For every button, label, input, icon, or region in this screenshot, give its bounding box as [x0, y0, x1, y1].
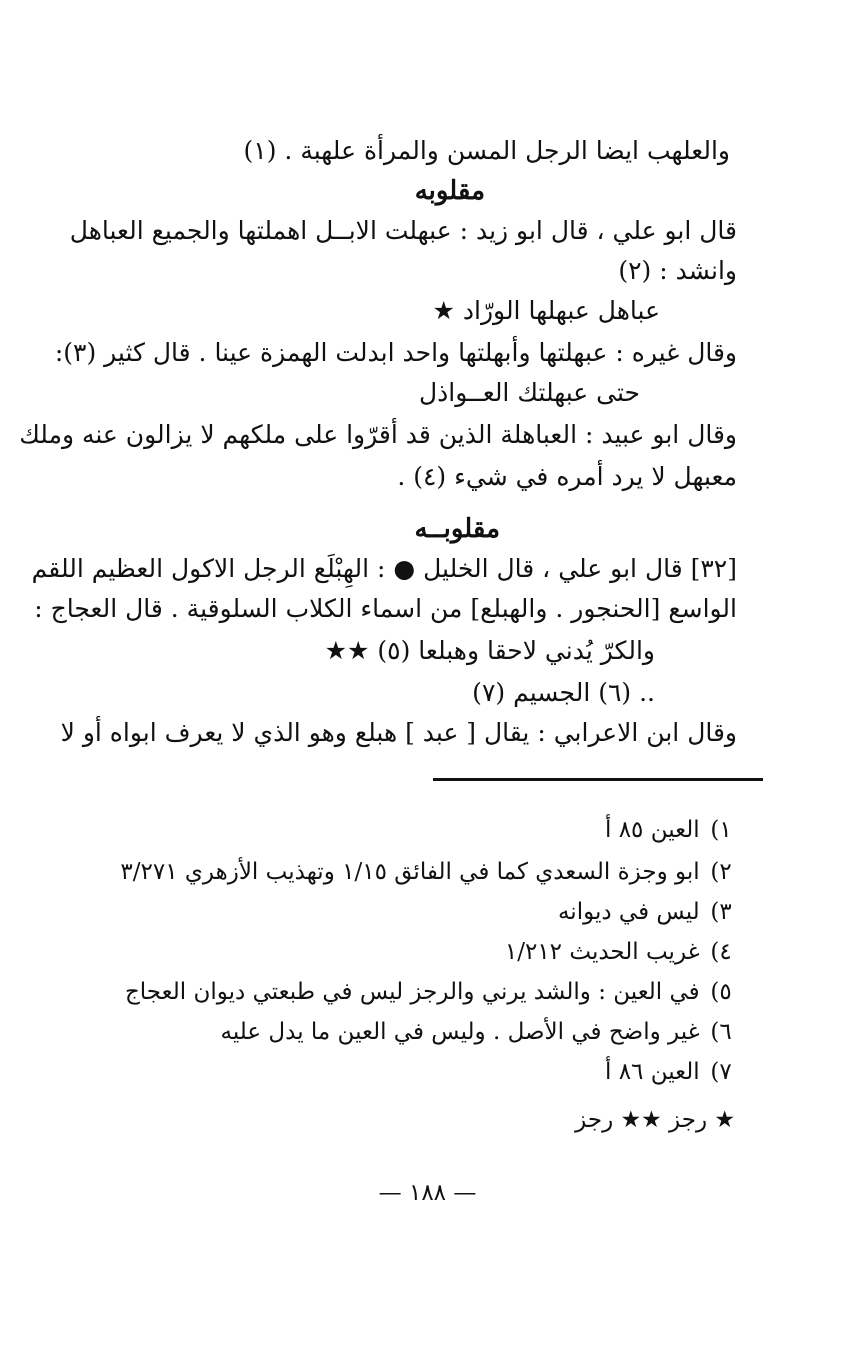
footnote-4: [505, 936, 735, 968]
text-line-1: والعلهب ايضا الرجل المسن والمرأة علهبة . (١): [243, 136, 730, 165]
text-line-4: وقال غيره : عبهلتها وأبهلتها واحد ابدلت الهمزة عينا . قال كثير (٣):: [54, 338, 737, 367]
footnote-text: ابو وجزة السعدي كما في الفائق ١/١٥ وتهذيب الأزهري ٣/٢٧١: [120, 859, 700, 885]
text-line-3: وانشد : (٢): [618, 256, 737, 285]
text-line-5: وقال ابو عبيد : العباهلة الذين قد أقرّوا على ملكهم لا يزالون عنه وملك: [19, 420, 737, 449]
footnote-text: العين ٨٦ أ: [605, 1059, 700, 1085]
text-line-6: معبهل لا يرد أمره في شيء (٤) .: [397, 462, 737, 491]
text-line-9: .. (٦) الجسيم (٧): [472, 678, 655, 707]
footnote-divider: [433, 778, 763, 781]
text-line-10: وقال ابن الاعرابي : يقال [ عبد ] هبلع وهو الذي لا يعرف ابواه أو لا: [60, 718, 737, 747]
verse-line-2: حتى عبهلتك العــواذل: [418, 378, 640, 407]
text-line-7: [٣٢] قال ابو علي ، قال الخليل ● : الهِبْلَع الرجل الاكول العظيم اللقم: [31, 554, 737, 583]
footnote-text: غريب الحديث ١/٢١٢: [504, 939, 700, 965]
footnote-text: في العين : والشد يرني والرجز ليس في طبعتي ديوان العجاج: [124, 979, 700, 1005]
footnote-2: [120, 856, 735, 888]
section-heading-1: مقلوبه: [414, 176, 485, 206]
text-line-2: قال ابو علي ، قال ابو زيد : عبهلت الابــل اهملتها والجميع العباهل: [69, 216, 737, 245]
footnote-number: ٦): [710, 1019, 732, 1045]
footnote-number: ٢): [710, 859, 732, 885]
footnote-number: ٤): [710, 939, 732, 965]
footnote-3: [558, 896, 735, 928]
verse-line-1: عباهل عبهلها الورّاد ★: [432, 296, 660, 325]
verse-legend: ★ رجز ★★ رجز: [575, 1107, 735, 1133]
text-line-8: الواسع [الحنجور . والهبلع] من اسماء الكلاب السلوقية . قال العجاج :: [34, 594, 737, 623]
footnote-6: [221, 1016, 736, 1048]
footnote-text: العين ٨٥ أ: [605, 817, 700, 843]
footnote-number: ٥): [710, 979, 732, 1005]
footnote-text: ليس في ديوانه: [557, 899, 700, 925]
footnote-number: ١): [710, 817, 732, 843]
footnote-1: [605, 814, 735, 846]
footnote-text: غير واضح في الأصل . وليس في العين ما يدل عليه: [220, 1019, 700, 1045]
section-heading-2: مقلوبــه: [414, 514, 500, 544]
page-number: — ١٨٨ —: [378, 1180, 477, 1206]
footnote-5: [125, 976, 735, 1008]
footnote-number: ٧): [710, 1059, 732, 1085]
footnote-number: ٣): [710, 899, 732, 925]
verse-line-3: والكرّ يُدني لاحقا وهبلعا (٥) ★★: [324, 636, 655, 665]
footnote-7: [605, 1056, 735, 1088]
